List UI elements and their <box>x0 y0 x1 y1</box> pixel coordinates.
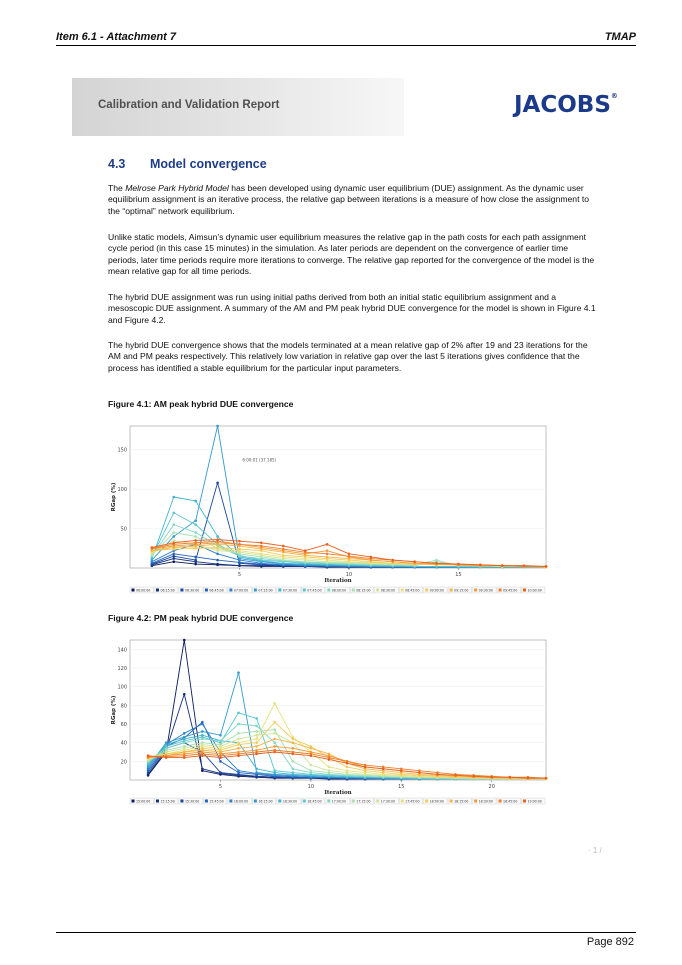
legend-label: 17:45:00 <box>405 799 420 804</box>
data-point <box>183 639 186 642</box>
x-axis-label: Iteration <box>324 578 352 584</box>
data-point <box>304 549 307 552</box>
legend-label: 08:00:00 <box>331 588 347 593</box>
header-left-text: Item 6.1 - Attachment 7 <box>56 31 177 43</box>
section-heading <box>108 157 267 171</box>
legend-swatch <box>499 589 502 592</box>
data-point <box>273 728 276 731</box>
legend-label: 07:00:00 <box>233 588 249 593</box>
data-point <box>172 511 175 514</box>
data-point <box>216 553 219 556</box>
figure-4-2-caption: Figure 4.2: PM peak hybrid DUE convergence <box>108 613 294 623</box>
data-point <box>255 725 258 728</box>
legend-label: 18:45:00 <box>503 799 518 804</box>
data-point <box>183 756 186 759</box>
legend-label: 15:45:00 <box>209 799 224 804</box>
data-point <box>172 523 175 526</box>
data-point <box>418 771 421 774</box>
legend-label: 16:45:00 <box>307 799 322 804</box>
legend-swatch <box>425 800 428 803</box>
data-point <box>454 774 457 777</box>
legend-swatch <box>474 589 477 592</box>
data-point <box>457 563 460 566</box>
data-point <box>172 560 175 563</box>
x-tick-label: 15 <box>398 784 405 790</box>
data-point <box>238 540 241 543</box>
data-point <box>490 776 493 779</box>
legend-swatch <box>499 800 502 803</box>
x-tick-label: 5 <box>218 784 223 790</box>
data-point <box>413 560 416 563</box>
paragraph-1-lead: The <box>108 183 126 193</box>
data-point <box>527 777 530 780</box>
legend-swatch <box>156 800 159 803</box>
legend-swatch <box>450 800 453 803</box>
y-tick-label: 50 <box>120 526 127 533</box>
legend-label: 09:00:00 <box>429 588 444 593</box>
legend-label: 16:00:00 <box>233 799 249 804</box>
figure-4-1-caption: Figure 4.1: AM peak hybrid DUE convergence <box>108 399 294 409</box>
page-number: Page 892 <box>586 936 634 948</box>
data-point <box>282 545 285 548</box>
paragraph-1 <box>108 183 598 217</box>
data-point <box>172 531 175 534</box>
legend-label: 07:30:00 <box>282 588 298 593</box>
legend-label: 07:15:00 <box>258 588 273 593</box>
legend-swatch <box>376 800 379 803</box>
data-point <box>255 771 258 774</box>
data-point <box>291 768 294 771</box>
data-point <box>291 747 294 750</box>
footer-rule <box>56 932 636 933</box>
data-point <box>172 555 175 558</box>
data-point <box>255 741 258 744</box>
legend-swatch <box>205 589 208 592</box>
data-point <box>273 741 276 744</box>
data-point <box>165 756 168 759</box>
data-point <box>255 753 258 756</box>
data-point <box>201 723 204 726</box>
data-point <box>291 760 294 763</box>
legend-label: 15:15:00 <box>160 799 175 804</box>
jacobs-logo: JACOBS® <box>514 92 618 118</box>
legend-swatch <box>254 800 257 803</box>
legend-label: 08:15:00 <box>356 588 371 593</box>
legend-swatch <box>352 589 355 592</box>
x-tick-label: 15 <box>455 572 462 578</box>
data-point <box>183 732 186 735</box>
data-point <box>310 769 313 772</box>
data-point <box>194 541 197 544</box>
x-tick-label: 10 <box>307 784 315 790</box>
data-point <box>219 756 222 759</box>
data-point <box>237 769 240 772</box>
legend-label: 17:30:00 <box>380 799 396 804</box>
data-point <box>310 764 313 767</box>
data-point <box>237 743 240 746</box>
data-point <box>219 771 222 774</box>
paragraph-4: The hybrid DUE convergence shows that the models terminated at a mean relative gap of 2% after 19 and 23 iterations for the AM and PM peaks respectively. This relatively low variation in relative gap over the last 5 iterations gives confidence that the process has identified a stable equilibrium for the particular input parameters. <box>108 340 588 373</box>
y-tick-label: 80 <box>120 703 127 710</box>
data-point <box>238 564 241 567</box>
legend-label: 06:00:00 <box>136 588 151 593</box>
legend-label: 08:45:00 <box>405 588 420 593</box>
data-point <box>194 519 197 522</box>
data-point <box>273 721 276 724</box>
data-point <box>260 545 263 548</box>
data-point <box>216 538 219 541</box>
data-point <box>194 563 197 566</box>
legend-label: 16:30:00 <box>282 799 298 804</box>
data-point <box>255 745 258 748</box>
plot-area <box>130 426 546 568</box>
data-point <box>219 734 222 737</box>
data-point <box>255 730 258 733</box>
legend-swatch <box>156 589 159 592</box>
data-point <box>194 523 197 526</box>
data-point <box>201 730 204 733</box>
y-tick-label: 40 <box>120 740 127 747</box>
report-title: Calibration and Validation Report <box>98 99 280 111</box>
data-point <box>326 549 329 552</box>
data-point <box>194 559 197 562</box>
legend-label: 16:15:00 <box>258 799 273 804</box>
legend-label: 09:15:00 <box>454 588 469 593</box>
y-tick-label: 100 <box>117 684 127 691</box>
x-tick-label: 20 <box>488 784 495 790</box>
legend-label: 18:15:00 <box>454 799 469 804</box>
data-point <box>172 557 175 560</box>
paragraph-3: The hybrid DUE assignment was run using initial paths derived from both an initial static equilibrium assignment and a mesoscopic DUE assignment. A summary of the AM and PM peak hybrid DUE convergence for the model is shown in Figure 4.1 and Figure 4.2. <box>108 292 596 325</box>
legend-label: 06:45:00 <box>209 588 224 593</box>
data-point <box>194 500 197 503</box>
section-number: 4.3 <box>108 157 126 171</box>
data-point <box>237 712 240 715</box>
x-tick-label: 10 <box>345 572 353 578</box>
data-point <box>238 548 241 551</box>
data-point <box>310 747 313 750</box>
y-axis-label: RGap (%) <box>111 482 117 512</box>
data-point <box>346 769 349 772</box>
legend-swatch <box>180 800 183 803</box>
page-header <box>56 31 636 46</box>
data-point <box>435 562 438 565</box>
data-point <box>194 539 197 542</box>
logo-text: JACOBS <box>514 92 611 118</box>
x-axis-label: Iteration <box>324 790 352 796</box>
data-point <box>260 541 263 544</box>
header-right-text: TMAP <box>604 31 636 43</box>
legend-label: 07:45:00 <box>307 588 322 593</box>
data-point <box>237 671 240 674</box>
data-point <box>237 747 240 750</box>
data-point <box>237 738 240 741</box>
legend-swatch <box>523 800 526 803</box>
legend-label: 09:45:00 <box>503 588 518 593</box>
data-point <box>348 553 351 556</box>
faint-page-mark: · 1 / <box>588 846 602 855</box>
data-point <box>436 773 439 776</box>
data-point <box>328 769 331 772</box>
legend-swatch <box>180 589 183 592</box>
chart-annotation: 6:00:01 (37.185) <box>242 457 277 463</box>
legend-label: 17:15:00 <box>356 799 371 804</box>
data-point <box>238 555 241 558</box>
legend-swatch <box>278 589 281 592</box>
data-point <box>523 564 526 567</box>
data-point <box>172 539 175 542</box>
data-point <box>183 741 186 744</box>
legend-swatch <box>278 800 281 803</box>
data-point <box>237 723 240 726</box>
data-point <box>255 768 258 771</box>
legend-label: 10:00:00 <box>527 588 542 593</box>
legend-swatch <box>401 589 404 592</box>
data-point <box>255 734 258 737</box>
data-point <box>216 535 219 538</box>
legend-swatch <box>229 589 232 592</box>
data-point <box>237 732 240 735</box>
legend-label: 06:15:00 <box>160 588 175 593</box>
data-point <box>501 564 504 567</box>
x-tick-label: 5 <box>237 572 242 578</box>
legend-swatch <box>352 800 355 803</box>
data-point <box>282 548 285 551</box>
legend-label: 18:30:00 <box>478 799 493 804</box>
data-point <box>326 556 329 559</box>
legend-swatch <box>450 589 453 592</box>
data-point <box>400 769 403 772</box>
legend-label: 18:00:00 <box>429 799 444 804</box>
legend-swatch <box>303 589 306 592</box>
y-tick-label: 100 <box>117 487 127 494</box>
model-name: Melrose Park Hybrid Model <box>125 183 229 193</box>
y-tick-label: 140 <box>117 647 127 654</box>
data-point <box>291 771 294 774</box>
y-axis-label: RGap (%) <box>111 695 117 725</box>
legend-label: 15:00:00 <box>136 799 151 804</box>
data-point <box>216 546 219 549</box>
paragraph-2: Unlike static models, Aimsun’s dynamic user equilibrium measures the relative gap in the path costs for each path assignment cycle period (in this case 15 minutes) in the simulation. As later periods are dependent on the convergence of earlier time periods, later time periods require more iterations to converge. The relative gap reported for the convergence of the model is the mean relative gap for all time periods. <box>108 232 595 277</box>
data-point <box>328 758 331 761</box>
data-point <box>545 565 548 568</box>
data-point <box>348 555 351 558</box>
legend-label: 17:00:00 <box>331 799 347 804</box>
data-point <box>147 754 150 757</box>
data-point <box>391 559 394 562</box>
legend-swatch <box>376 589 379 592</box>
data-point <box>273 702 276 705</box>
data-point <box>194 547 197 550</box>
legend-label: 06:30:00 <box>184 588 200 593</box>
data-point <box>183 693 186 696</box>
data-point <box>201 738 204 741</box>
data-point <box>382 768 385 771</box>
data-point <box>291 738 294 741</box>
data-point <box>194 531 197 534</box>
data-point <box>216 482 219 485</box>
legend-swatch <box>474 800 477 803</box>
y-tick-label: 60 <box>120 722 127 728</box>
data-point <box>255 738 258 741</box>
legend-swatch <box>327 800 330 803</box>
data-point <box>479 564 482 567</box>
am-convergence-chart <box>108 418 548 600</box>
data-point <box>172 496 175 499</box>
y-tick-label: 20 <box>120 759 127 766</box>
legend-swatch <box>254 589 257 592</box>
data-point <box>273 732 276 735</box>
data-point <box>255 717 258 720</box>
legend-swatch <box>425 589 428 592</box>
data-point <box>435 559 438 562</box>
section-title: Model convergence <box>150 157 267 171</box>
data-point <box>260 553 263 556</box>
data-point <box>151 546 154 549</box>
legend-swatch <box>205 800 208 803</box>
data-point <box>370 556 373 559</box>
legend-swatch <box>229 800 232 803</box>
legend-swatch <box>327 589 330 592</box>
data-point <box>237 754 240 757</box>
data-point <box>326 543 329 546</box>
data-point <box>346 766 349 769</box>
y-tick-label: 150 <box>117 447 127 454</box>
y-tick-label: 120 <box>117 666 127 672</box>
data-point <box>364 766 367 769</box>
data-point <box>291 741 294 744</box>
data-point <box>472 775 475 778</box>
legend-label: 19:00:00 <box>527 799 542 804</box>
data-point <box>216 425 219 428</box>
data-point <box>273 769 276 772</box>
data-point <box>219 740 222 743</box>
pm-convergence-chart <box>108 634 548 808</box>
data-point <box>273 751 276 754</box>
data-point <box>273 745 276 748</box>
data-point <box>282 554 285 557</box>
legend-label: 09:30:00 <box>478 588 493 593</box>
data-point <box>201 768 204 771</box>
data-point <box>291 753 294 756</box>
data-point <box>328 766 331 769</box>
data-point <box>219 760 222 763</box>
data-point <box>194 556 197 559</box>
data-point <box>545 777 548 780</box>
legend-swatch <box>132 589 135 592</box>
data-point <box>273 738 276 741</box>
data-point <box>216 559 219 562</box>
data-point <box>194 535 197 538</box>
legend-swatch <box>401 800 404 803</box>
data-point <box>326 553 329 556</box>
data-point <box>346 762 349 765</box>
data-point <box>238 543 241 546</box>
data-point <box>310 754 313 757</box>
data-point <box>238 561 241 564</box>
data-point <box>201 754 204 757</box>
legend-label: 08:30:00 <box>380 588 396 593</box>
legend-label: 15:30:00 <box>184 799 200 804</box>
data-point <box>172 553 175 556</box>
data-point <box>172 535 175 538</box>
data-point <box>509 776 512 779</box>
legend-swatch <box>523 589 526 592</box>
data-point <box>172 541 175 544</box>
paragraph-1-rest: has been developed using dynamic user equilibrium (DUE) assignment. As the dynamic user equilibrium assignment is an iterative process, the relative gap between iterations is a measure of how close the assignment to the “optimal” network equilibrium. <box>108 183 590 216</box>
data-point <box>216 563 219 566</box>
legend-swatch <box>303 800 306 803</box>
legend-swatch <box>132 800 135 803</box>
